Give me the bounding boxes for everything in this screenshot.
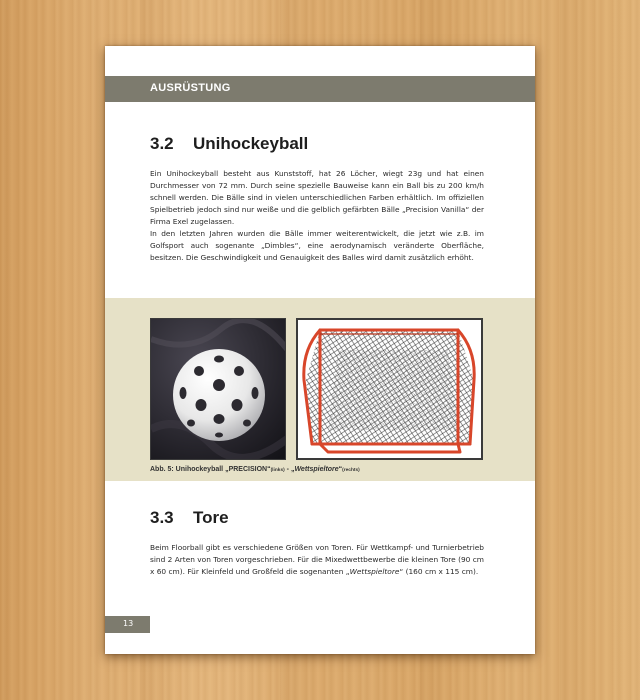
- caption-goal-name: Wettspieltore: [294, 466, 339, 473]
- section-title: Tore: [193, 508, 229, 527]
- figure-caption: [150, 466, 360, 473]
- paragraph-text-end: “ (160 cm x 115 cm).: [399, 567, 479, 576]
- document-page: [105, 46, 535, 654]
- section-heading-unihockeyball: [150, 134, 308, 154]
- unihockeyball-photo: [150, 318, 286, 460]
- caption-right-note: (rechts): [342, 468, 360, 473]
- header-bar: [105, 76, 535, 102]
- section-number: 3.3: [150, 508, 174, 527]
- tore-text: [150, 542, 484, 578]
- paragraph: Ein Unihockeyball besteht aus Kunststoff, hat 26 Löcher, wiegt 23g und hat einen Durchmesser von 72 mm. Durch seine spezielle Bauweise kann ein Ball bis zu 200 km/h schnell werden. Die Bälle sind in vielen unterschiedlichen Farben erhältlich. Im offiziellen Spielbetrieb jedoch sind nur weiße und die gelblich gefärbten Bälle „Precision Vanilla“ der Firma Exel zugelassen.: [150, 169, 484, 226]
- figure-band: [105, 298, 535, 481]
- page-number: 13: [123, 619, 134, 628]
- paragraph-emphasis: Wettspieltore: [349, 567, 400, 576]
- section-heading-tore: [150, 508, 229, 528]
- caption-prefix: Abb. 5: Unihockeyball „PRECISION“: [150, 466, 271, 473]
- caption-separator: - „: [284, 466, 295, 473]
- section-title: Unihockeyball: [193, 134, 309, 153]
- paragraph: [150, 542, 484, 578]
- section-header-label: AUSRÜSTUNG: [150, 82, 231, 94]
- wettspieltor-photo: [296, 318, 483, 460]
- unihockeyball-text: [150, 168, 484, 264]
- paragraph-text: Beim Floorball gibt es verschiedene Größen von Toren. Für Wettkampf- und Turnierbetrieb sind 2 Arten von Toren vorgeschrieben. Für die Mixedwettbewerbe die kleinen Tore (90 cm x 60 cm). Für Kleinfeld und Großfeld die sogenanten „: [150, 543, 484, 576]
- page-number-tab: [105, 616, 150, 633]
- caption-close-quote: “: [338, 466, 343, 473]
- paragraph: In den letzten Jahren wurden die Bälle immer weiterentwickelt, die jetzt wie z.B. im Golfsport auch sogenante „Dimbles“, eine aerodynamisch veränderte Oberfläche, besitzen. Die Geschwindigkeit und Genauigkeit des Balles wird damit zusätzlich erhöht.: [150, 229, 484, 262]
- section-number: 3.2: [150, 134, 174, 153]
- caption-left-note: (links): [270, 468, 285, 473]
